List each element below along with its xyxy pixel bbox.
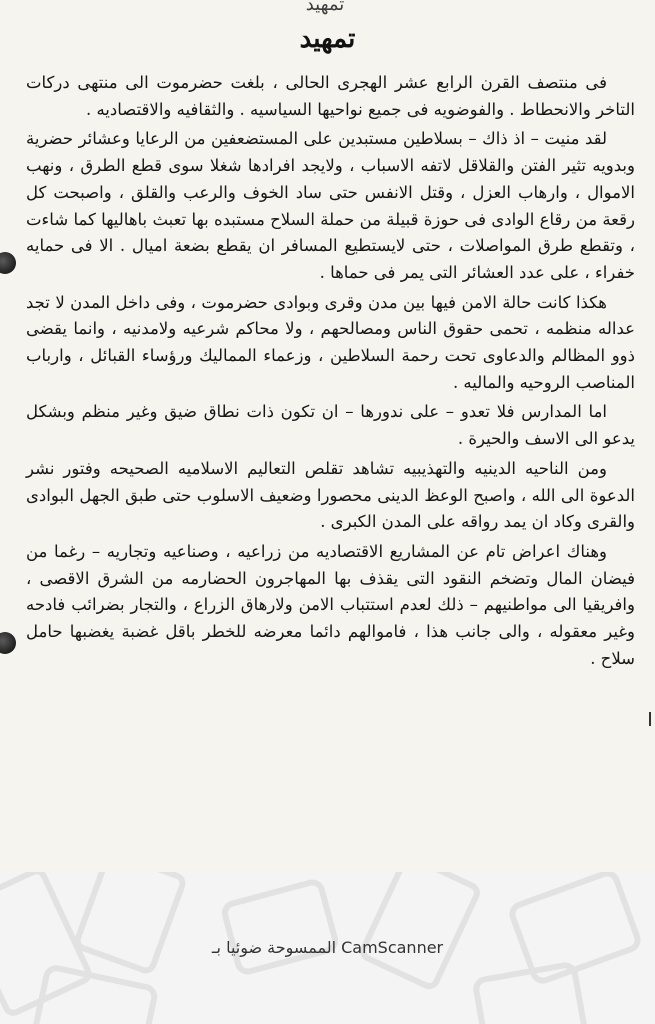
body-text — [26, 70, 635, 675]
paragraph: ومن الناحيه الدينيه والتهذيبيه تشاهد تقلص التعاليم الاسلاميه الصحيحه وفتور نشر الدعوة الى الله ، واصبح الوعظ الدينى محصورا وضعيف الاسلوب حتى طبق الجهل البوادى والقرى وكاد ان يمد رواقه على المدن الكبرى . — [26, 458, 635, 532]
page-title: تمهيد — [299, 24, 356, 54]
paragraph: فى منتصف القرن الرابع عشر الهجرى الحالى ، بلغت حضرموت الى منتهى دركات التاخر والانحطاط . والفوضويه فى جميع نواحيها السياسيه . والثقافيه والاقتصاديه . — [26, 73, 635, 119]
header-note: تمهيد — [305, 0, 345, 15]
scanner-footer — [0, 872, 655, 1024]
paragraph: اما المدارس فلا تعدو – على ندورها – ان تكون ذات نطاق ضيق وغير منظم وبشكل يدعو الى الاسف والحيرة . — [26, 402, 635, 449]
paragraph: وهناك اعراض تام عن المشاريع الاقتصاديه من زراعيه ، وصناعيه وتجاريه – رغما من فيضان المال وتضخم النقود التى يقذف بها المهاجرون الحضارمه من الشرق الاقصى ، وافريقيا الى مواطنيهم – ذلك لعدم استتباب الامن ولارهاق الزراع ، والتجار بضرائب فادحه وغير معقوله ، والى جانب هذا ، فاموالهم دائما معرضه للخطر باقل غضبة يغضبها حامل سلاح . — [26, 541, 635, 668]
punch-hole-bottom — [0, 632, 16, 654]
paragraph: لقد منيت – اذ ذاك – بسلاطين مستبدين على المستضعفين من الرعايا وعشائر حضرية وبدويه تثير الفتن والقلاقل لاتفه الاسباب ، ولايجد افرادها شغلا سوى قطع الطرق ، ونهب الاموال ، وارهاب العزل ، وقتل الانفس حتى ساد الخوف والرعب والقلق ، واصبحت كل رقعة من رقاع الوادى فى حوزة قبيلة من حملة السلاح مستبده بها تعبث باهاليها كما شاءت ، وتقطع طرق المواصلات ، حتى لايستطيع المسافر ان يقطع بضعة اميال . الا فى حمايه خفراء ، على عدد العشائر التى يمر فى حماها . — [26, 129, 635, 282]
punch-hole-top — [0, 252, 16, 274]
edge-mark — [639, 712, 651, 726]
paragraph: هكذا كانت حالة الامن فيها بين مدن وقرى وبوادى حضرموت ، وفى داخل المدن لا تجد عداله منظمه ، تحمى حقوق الناس ومصالحهم ، ولا محاكم شرعيه ولامدنيه ، وانما يقضى ذوو المظالم والدعاوى تحت رحمة السلاطين ، وزعماء المماليك ورؤساء القبائل ، وارباب المناصب الروحيه والماليه . — [26, 292, 635, 392]
camscanner-label: الممسوحة ضوئيا بـ CamScanner — [211, 938, 444, 957]
